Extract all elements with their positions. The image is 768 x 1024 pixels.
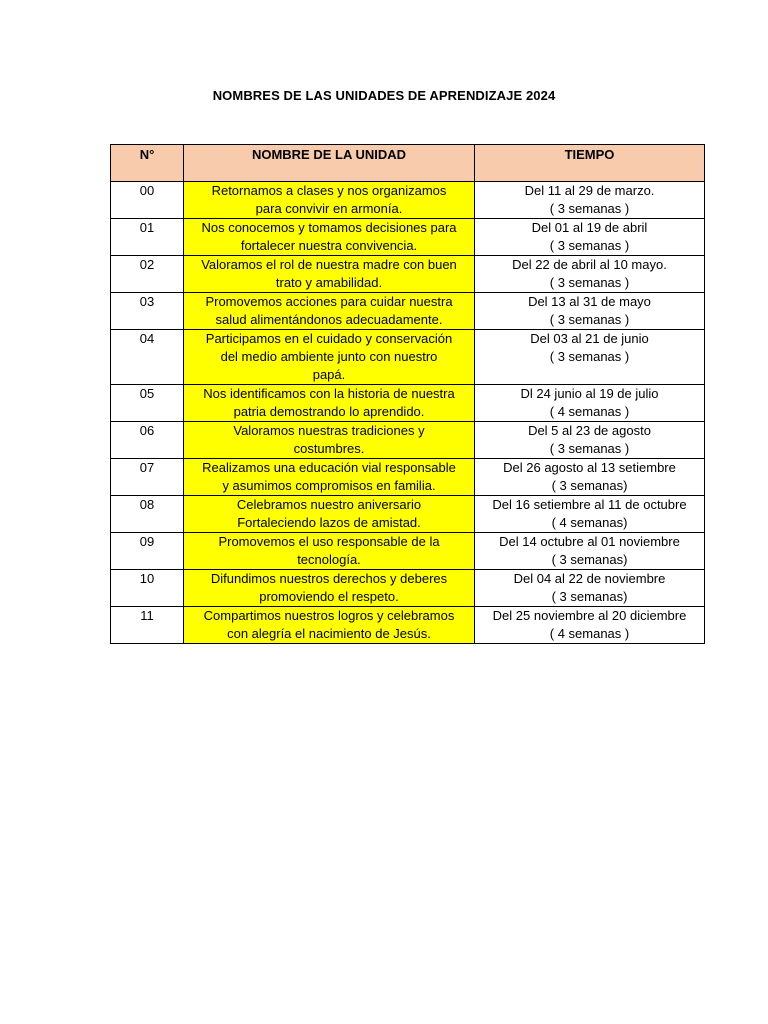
unit-time bbox=[475, 385, 705, 422]
unit-name bbox=[184, 330, 475, 385]
unit-number: 10 bbox=[111, 570, 184, 607]
unit-time-line: ( 3 semanas ) bbox=[549, 238, 630, 253]
unit-number: 11 bbox=[111, 607, 184, 644]
header-time: TIEMPO bbox=[475, 145, 705, 182]
unit-name bbox=[184, 533, 475, 570]
unit-time bbox=[475, 422, 705, 459]
unit-time-line: ( 3 semanas ) bbox=[549, 275, 630, 290]
table-row bbox=[111, 256, 705, 293]
unit-name-line: Difundimos nuestros derechos y deberes bbox=[210, 571, 448, 586]
unit-time-line: Del 16 setiembre al 11 de octubre bbox=[492, 497, 687, 512]
unit-name-line: con alegría el nacimiento de Jesús. bbox=[227, 626, 431, 641]
unit-name-line: patria demostrando lo aprendido. bbox=[233, 404, 425, 419]
unit-name-line: Promovemos acciones para cuidar nuestra bbox=[205, 294, 453, 309]
unit-name-line: del medio ambiente junto con nuestro bbox=[220, 349, 438, 364]
unit-name-line: Fortaleciendo lazos de amistad. bbox=[237, 515, 421, 530]
unit-number: 00 bbox=[111, 182, 184, 219]
unit-number: 05 bbox=[111, 385, 184, 422]
unit-number: 06 bbox=[111, 422, 184, 459]
unit-time bbox=[475, 459, 705, 496]
unit-time-line: ( 3 semanas) bbox=[551, 552, 628, 567]
unit-name bbox=[184, 570, 475, 607]
unit-time-line: Dl 24 junio al 19 de julio bbox=[520, 386, 659, 401]
unit-time-line: ( 3 semanas ) bbox=[549, 201, 630, 216]
table-body bbox=[111, 182, 705, 644]
unit-number: 03 bbox=[111, 293, 184, 330]
unit-name bbox=[184, 256, 475, 293]
unit-name-line: Promovemos el uso responsable de la bbox=[218, 534, 440, 549]
table-row bbox=[111, 330, 705, 385]
table-row bbox=[111, 219, 705, 256]
unit-time-line: Del 5 al 23 de agosto bbox=[528, 423, 651, 438]
unit-name-line: Participamos en el cuidado y conservación bbox=[205, 331, 453, 346]
unit-name-line: Nos identificamos con la historia de nuestra bbox=[203, 386, 455, 401]
table-row bbox=[111, 293, 705, 330]
unit-time-line: ( 3 semanas) bbox=[551, 478, 628, 493]
unit-time-line: ( 3 semanas ) bbox=[549, 349, 630, 364]
unit-time-line: ( 3 semanas ) bbox=[549, 312, 630, 327]
page-title: NOMBRES DE LAS UNIDADES DE APRENDIZAJE 2024 bbox=[212, 88, 556, 103]
unit-time-line: ( 3 semanas) bbox=[551, 589, 628, 604]
unit-time bbox=[475, 607, 705, 644]
unit-name-line: y asumimos compromisos en familia. bbox=[222, 478, 436, 493]
unit-number: 01 bbox=[111, 219, 184, 256]
units-table bbox=[110, 144, 705, 644]
unit-name-line: trato y amabilidad. bbox=[275, 275, 383, 290]
unit-time bbox=[475, 570, 705, 607]
unit-name-line: Valoramos nuestras tradiciones y bbox=[233, 423, 425, 438]
unit-name-line: para convivir en armonía. bbox=[255, 201, 403, 216]
unit-name-line: Valoramos el rol de nuestra madre con buen bbox=[201, 257, 457, 272]
table-row bbox=[111, 496, 705, 533]
unit-time-line: Del 13 al 31 de mayo bbox=[528, 294, 651, 309]
unit-name bbox=[184, 182, 475, 219]
unit-name bbox=[184, 496, 475, 533]
table-header-row bbox=[111, 145, 705, 182]
header-unit-name: NOMBRE DE LA UNIDAD bbox=[184, 145, 475, 182]
unit-name-line: salud alimentándonos adecuadamente. bbox=[215, 312, 443, 327]
unit-time-line: Del 03 al 21 de junio bbox=[530, 331, 649, 346]
unit-time bbox=[475, 496, 705, 533]
unit-name bbox=[184, 385, 475, 422]
unit-name-line: Realizamos una educación vial responsable bbox=[202, 460, 456, 475]
unit-number: 09 bbox=[111, 533, 184, 570]
table-row bbox=[111, 422, 705, 459]
unit-name-line: Retornamos a clases y nos organizamos bbox=[211, 183, 447, 198]
unit-name bbox=[184, 459, 475, 496]
header-number: N° bbox=[111, 145, 184, 182]
unit-name-line: costumbres. bbox=[293, 441, 365, 456]
unit-number: 07 bbox=[111, 459, 184, 496]
unit-time-line: Del 26 agosto al 13 setiembre bbox=[503, 460, 676, 475]
unit-time-line: Del 22 de abril al 10 mayo. bbox=[512, 257, 667, 272]
unit-time-line: Del 04 al 22 de noviembre bbox=[513, 571, 666, 586]
unit-time-line: Del 14 octubre al 01 noviembre bbox=[499, 534, 680, 549]
unit-time bbox=[475, 533, 705, 570]
unit-time bbox=[475, 182, 705, 219]
unit-name bbox=[184, 293, 475, 330]
unit-name bbox=[184, 607, 475, 644]
unit-name-line: Compartimos nuestros logros y celebramos bbox=[203, 608, 455, 623]
unit-time-line: ( 4 semanas ) bbox=[549, 404, 630, 419]
unit-number: 04 bbox=[111, 330, 184, 385]
unit-time bbox=[475, 330, 705, 385]
unit-time-line: ( 3 semanas ) bbox=[549, 441, 630, 456]
unit-time-line: ( 4 semanas) bbox=[551, 515, 628, 530]
unit-time bbox=[475, 219, 705, 256]
unit-name-line: fortalecer nuestra convivencia. bbox=[240, 238, 418, 253]
unit-name bbox=[184, 422, 475, 459]
unit-name bbox=[184, 219, 475, 256]
unit-name-line: Celebramos nuestro aniversario bbox=[236, 497, 422, 512]
unit-time-line: Del 01 al 19 de abril bbox=[531, 220, 648, 235]
table-row bbox=[111, 570, 705, 607]
unit-name-line: papá. bbox=[312, 367, 346, 382]
unit-time bbox=[475, 293, 705, 330]
unit-time bbox=[475, 256, 705, 293]
unit-name-line: Nos conocemos y tomamos decisiones para bbox=[201, 220, 457, 235]
unit-time-line: Del 11 al 29 de marzo. bbox=[524, 183, 655, 198]
unit-name-line: promoviendo el respeto. bbox=[259, 589, 399, 604]
unit-name-line: tecnología. bbox=[297, 552, 361, 567]
table-row bbox=[111, 459, 705, 496]
unit-number: 02 bbox=[111, 256, 184, 293]
table-row bbox=[111, 607, 705, 644]
table-row bbox=[111, 182, 705, 219]
table-row bbox=[111, 385, 705, 422]
unit-time-line: ( 4 semanas ) bbox=[549, 626, 630, 641]
table-row bbox=[111, 533, 705, 570]
unit-number: 08 bbox=[111, 496, 184, 533]
unit-time-line: Del 25 noviembre al 20 diciembre bbox=[492, 608, 687, 623]
